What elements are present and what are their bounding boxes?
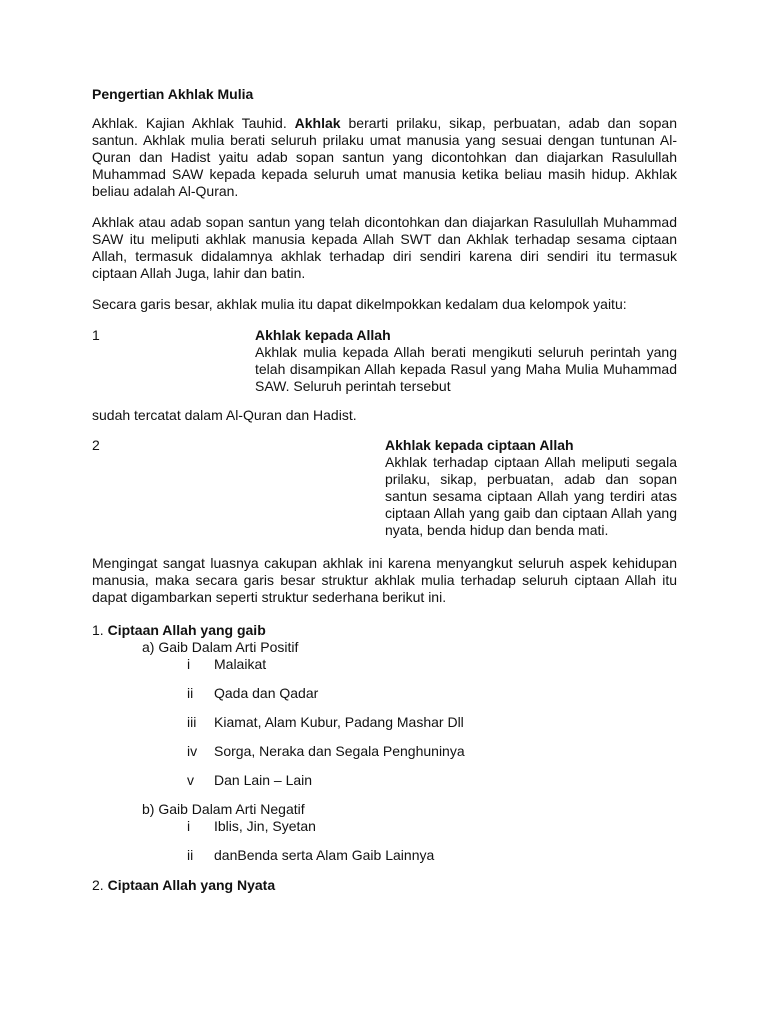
outline-item-numeral: ii	[187, 685, 194, 701]
outline-item-numeral: v	[187, 772, 194, 788]
paragraph-1	[92, 115, 677, 200]
outline-heading-gaib	[92, 622, 677, 639]
list-item-heading: Akhlak kepada ciptaan Allah	[385, 437, 574, 453]
list-item-body: Akhlak mulia kepada Allah berati mengikuti seluruh perintah yang telah disampikan Allah kepada Rasul yang Maha Mulia Muhammad SAW. Seluruh perintah tersebut	[255, 344, 677, 394]
outline-number: 2.	[92, 877, 108, 893]
outline-item-numeral: iv	[187, 743, 198, 759]
outline-sub-negatif: b) Gaib Dalam Arti Negatif	[142, 801, 305, 817]
outline-item-text: Iblis, Jin, Syetan	[214, 818, 316, 834]
list-item-number: 2	[92, 437, 100, 453]
outline-item-text: Malaikat	[214, 656, 267, 672]
document-page	[92, 86, 677, 894]
outline-item	[187, 685, 677, 702]
list-item-body: Akhlak terhadap ciptaan Allah meliputi segala prilaku, sikap, perbuatan, adab dan sopan santun sesama ciptaan Allah yang terdiri atas ciptaan Allah yang gaib dan ciptaan Allah yang nyata, benda hidup dan benda mati.	[385, 454, 677, 538]
outline-item-numeral: iii	[187, 714, 197, 730]
outline-heading-text: Ciptaan Allah yang gaib	[107, 622, 266, 638]
outline-item-text: Qada dan Qadar	[214, 685, 319, 701]
outline-item	[187, 714, 677, 731]
paragraph-4: Mengingat sangat luasnya cakupan akhlak ini karena menyangkut seluruh aspek kehidupan manusia, maka secara garis besar struktur akhlak mulia terhadap seluruh ciptaan Allah itu dapat digambarkan seperti struktur sederhana berikut ini.	[92, 555, 677, 605]
outline-item-text: Kiamat, Alam Kubur, Padang Mashar Dll	[214, 714, 464, 730]
outline-item	[187, 818, 677, 835]
outline-item	[187, 772, 677, 789]
paragraph-2: Akhlak atau adab sopan santun yang telah dicontohkan dan diajarkan Rasulullah Muhammad SAW itu meliputi akhlak manusia kepada Allah SWT dan Akhlak terhadap sesama ciptaan Allah, termasuk didalamnya akhlak terhadap diri sendiri karena diri sendiri itu termasuk ciptaan Allah Juga, lahir dan batin.	[92, 214, 677, 281]
paragraph-3: Secara garis besar, akhlak mulia itu dapat dikelmpokkan kedalam dua kelompok yaitu:	[92, 296, 627, 312]
outline-item-text: Dan Lain – Lain	[214, 772, 313, 788]
outline-sub-positif: a) Gaib Dalam Arti Positif	[142, 639, 299, 655]
outline-heading-nyata	[92, 877, 677, 894]
page-title: Pengertian Akhlak Mulia	[92, 86, 254, 102]
outline-item	[187, 743, 677, 760]
outline-number: 1.	[92, 622, 108, 638]
list-item-number: 1	[92, 327, 100, 343]
paragraph-1-rest: berarti prilaku, sikap, perbuatan, adab dan sopan santun. Akhlak mulia berati seluruh prilaku umat manusia yang sesuai dengan tuntunan Al-Quran dan Hadist yaitu adab sopan santun yang dicontohkan dan diajarkan Rasulullah Muhammad SAW kepada kepada seluruh umat manusia ketika beliau masih hidup. Akhlak beliau adalah Al-Quran.	[92, 115, 677, 199]
list-item-akhlak-ciptaan	[92, 437, 677, 539]
outline-item-text: danBenda serta Alam Gaib Lainnya	[214, 847, 435, 863]
paragraph-1-lead: Akhlak. Kajian Akhlak Tauhid.	[92, 115, 295, 131]
paragraph-1-bold: Akhlak	[294, 115, 341, 131]
paragraph-continuation: sudah tercatat dalam Al-Quran dan Hadist.	[92, 407, 357, 423]
outline-item-numeral: ii	[187, 847, 194, 863]
outline-item	[187, 847, 677, 864]
list-item-heading: Akhlak kepada Allah	[255, 327, 391, 343]
outline-item	[187, 656, 677, 673]
outline-item-text: Sorga, Neraka dan Segala Penghuninya	[214, 743, 465, 759]
list-item-akhlak-allah	[92, 327, 677, 395]
outline-item-numeral: i	[187, 818, 191, 834]
outline-heading-text: Ciptaan Allah yang Nyata	[107, 877, 276, 893]
outline-item-numeral: i	[187, 656, 191, 672]
